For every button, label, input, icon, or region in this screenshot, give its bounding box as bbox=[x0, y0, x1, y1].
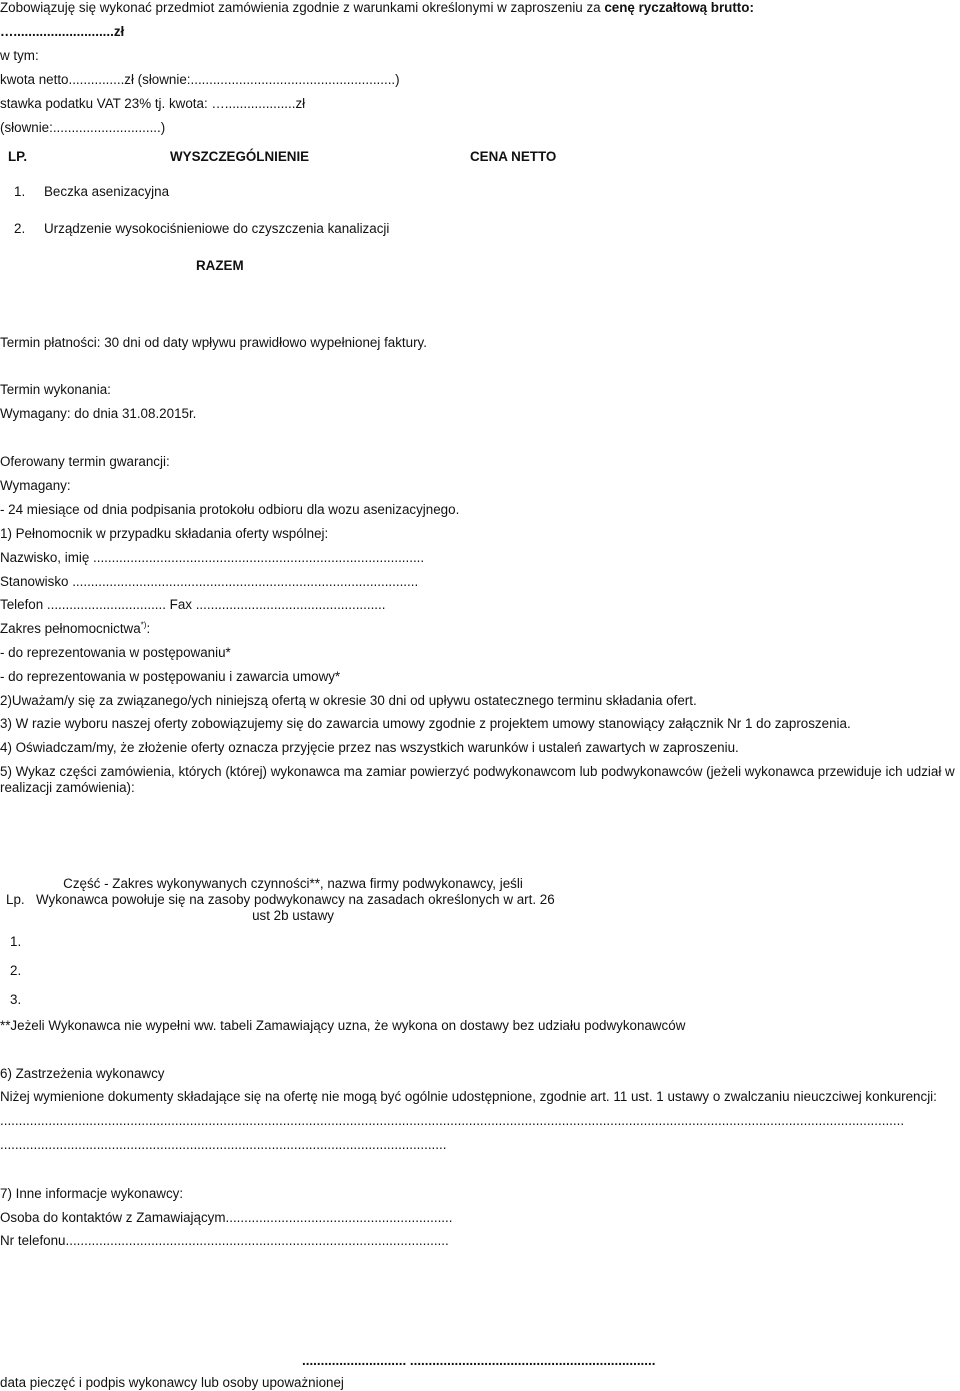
reservations-dots-line-2: ........................................................................................................................ bbox=[0, 1137, 447, 1152]
gross-amount: …...........................zł bbox=[0, 24, 125, 39]
commitment-line bbox=[0, 0, 754, 16]
proxy-heading: 1) Pełnomocnik w przypadku składania oferty wspólnej: bbox=[0, 526, 329, 541]
row-1-name: Beczka asenizacyjna bbox=[44, 184, 170, 199]
warranty-label: Oferowany termin gwarancji: bbox=[0, 454, 170, 469]
reservations-text: Niżej wymienione dokumenty składające się na ofertę nie mogą być ogólnie udostępnione, zgodnie art. 11 ust. 1 ustawy o zwalczaniu nieuczciwej konkurencji: bbox=[0, 1089, 937, 1104]
warranty-required-value: - 24 miesiące od dnia podpisania protokołu odbioru dla wozu asenizacyjnego. bbox=[0, 502, 460, 517]
subcontract-heading-line-2: realizacji zamówienia): bbox=[0, 780, 135, 795]
vat-rate: stawka podatku VAT 23% tj. kwota: …...................zł bbox=[0, 96, 306, 111]
subcontract-col-desc-line-3: ust 2b ustawy bbox=[252, 908, 334, 923]
proxy-option-1: - do reprezentowania w postępowaniu* bbox=[0, 645, 231, 660]
reservations-dots-line-1: ................................................................................................................................................................................................................................................... bbox=[0, 1113, 905, 1128]
reservations-heading: 6) Zastrzeżenia wykonawcy bbox=[0, 1066, 165, 1081]
other-info-heading: 7) Inne informacje wykonawcy: bbox=[0, 1186, 184, 1201]
contact-person: Osoba do kontaktów z Zamawiającym............................................................. bbox=[0, 1210, 453, 1225]
subcontract-row-2: 2. bbox=[10, 963, 22, 978]
vat-words: (słownie:.............................) bbox=[0, 120, 166, 135]
subcontract-row-1: 1. bbox=[10, 934, 22, 949]
lump-sum-label: cenę ryczałtową brutto: bbox=[604, 0, 754, 15]
subcontract-footnote: **Jeżeli Wykonawca nie wypełni ww. tabeli Zamawiający uzna, że wykona on dostawy bez udziału podwykonawców bbox=[0, 1018, 686, 1033]
proxy-position: Stanowisko ............................................................................................. bbox=[0, 574, 419, 589]
signature-dots: ............................ .................................................................. bbox=[302, 1353, 656, 1368]
subcontract-col-desc-line-2: Wykonawca powołuje się na zasoby podwykonawcy na zasadach określonych w art. 26 bbox=[36, 892, 555, 907]
execution-required: Wymagany: do dnia 31.08.2015r. bbox=[0, 406, 197, 421]
col-header-net-price: CENA NETTO bbox=[470, 149, 557, 164]
payment-terms: Termin płatności: 30 dni od daty wpływu prawidłowo wypełnionej faktury. bbox=[0, 335, 427, 350]
declaration-3: 3) W razie wyboru naszej oferty zobowiązujemy się do zawarcia umowy zgodnie z projektem umowy stanowiący załącznik Nr 1 do zaproszenia. bbox=[0, 716, 851, 731]
col-header-description: WYSZCZEGÓLNIENIE bbox=[170, 149, 310, 164]
row-1-lp: 1. bbox=[14, 184, 26, 199]
proxy-name: Nazwisko, imię ......................................................................................... bbox=[0, 550, 425, 565]
subcontract-col-lp: Lp. bbox=[6, 892, 25, 907]
signature-caption: data pieczęć i podpis wykonawcy lub osoby upoważnionej bbox=[0, 1375, 344, 1390]
proxy-scope-label: Zakres pełnomocnictwa bbox=[0, 621, 141, 636]
row-2-name: Urządzenie wysokociśnieniowe do czyszczenia kanalizacji bbox=[44, 221, 390, 236]
execution-label: Termin wykonania: bbox=[0, 382, 111, 397]
row-2-lp: 2. bbox=[14, 221, 26, 236]
proxy-scope-colon: : bbox=[146, 621, 151, 636]
declaration-4: 4) Oświadczam/my, że złożenie oferty oznacza przyjęcie przez nas wszystkich warunków i ustaleń zawartych w zaproszeniu. bbox=[0, 740, 739, 755]
in-which-label: w tym: bbox=[0, 48, 39, 63]
net-amount: kwota netto...............zł (słownie:.......................................................) bbox=[0, 72, 400, 87]
proxy-phone-fax: Telefon ................................ Fax ................................................... bbox=[0, 597, 386, 612]
declaration-2: 2)Uważam/y się za związanego/ych niniejszą ofertą w okresie 30 dni od upływu ostatecznego terminu składania ofert. bbox=[0, 693, 697, 708]
proxy-option-2: - do reprezentowania w postępowaniu i zawarcia umowy* bbox=[0, 669, 341, 684]
contact-phone: Nr telefonu....................................................................................................... bbox=[0, 1233, 449, 1248]
total-label: RAZEM bbox=[196, 258, 244, 273]
subcontract-row-3: 3. bbox=[10, 992, 22, 1007]
warranty-required-label: Wymagany: bbox=[0, 478, 71, 493]
commitment-text: Zobowiązuję się wykonać przedmiot zamówienia zgodnie z warunkami określonymi w zaproszeniu za bbox=[0, 0, 605, 15]
subcontract-col-desc-line-1: Część - Zakres wykonywanych czynności**, nazwa firmy podwykonawcy, jeśli bbox=[63, 876, 523, 891]
col-header-lp: LP. bbox=[8, 149, 28, 164]
proxy-scope-footnote-mark: *) bbox=[140, 620, 147, 630]
proxy-scope bbox=[0, 621, 150, 637]
subcontract-heading-line-1: 5) Wykaz części zamówienia, których (której) wykonawca ma zamiar powierzyć podwykonawcom lub podwykonawców (jeżeli wykonawca przewiduje ich udział w bbox=[0, 764, 955, 779]
